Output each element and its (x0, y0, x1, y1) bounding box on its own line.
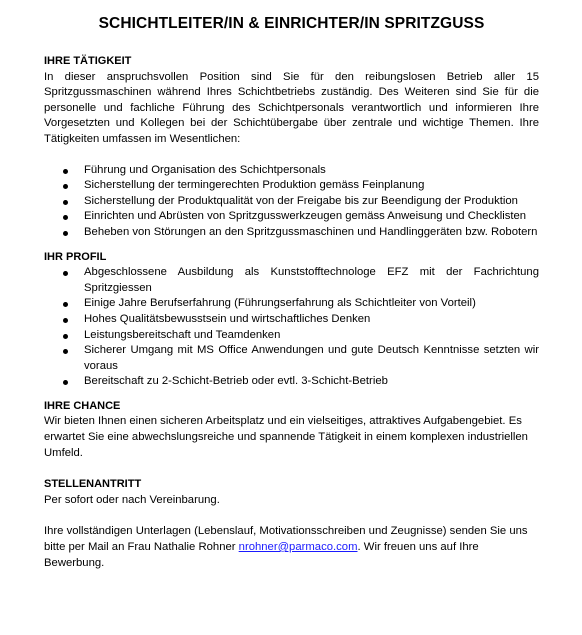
bullet-icon (63, 215, 68, 220)
page-title: SCHICHTLEITER/IN & EINRICHTER/IN SPRITZGUSS (98, 15, 485, 32)
list-item (44, 209, 539, 225)
list-item (44, 328, 539, 344)
list-item-text: Bereitschaft zu 2-Schicht-Betrieb oder evtl. 3-Schicht-Betrieb (84, 375, 388, 388)
section-stellenantritt (44, 477, 539, 508)
list-item-text: Abgeschlossene Ausbildung als Kunststofftechnologe EFZ mit der Fachrichtung Spritzgiessen (84, 266, 539, 294)
section-heading: IHR PROFIL (44, 250, 107, 263)
section-intro: In dieser anspruchsvollen Position sind Sie für den reibungslosen Betrieb aller 15 Spritzgussmaschinen während Ihres Schichtbetriebs zuständig. Des Weiteren sind Sie für die personelle und fachliche Führung des Schichtpersonals verantwortlich und informieren Ihre Vorgesetzten und Kollegen bei der Schichtübergabe über zentrale und wichtige Themen. Ihre Tätigkeiten umfassen im Wesentlichen: (44, 70, 539, 145)
section-bewerbung (44, 524, 539, 571)
bullet-icon (63, 200, 68, 205)
section-profil (44, 250, 539, 390)
list-item (44, 178, 539, 194)
bullet-icon (63, 169, 68, 174)
list-item (44, 296, 539, 312)
list-item (44, 225, 539, 241)
list-item-text: Führung und Organisation des Schichtpersonals (84, 163, 326, 176)
list-item (44, 312, 539, 328)
section-taetigkeit (44, 54, 539, 241)
list-item (44, 163, 539, 179)
section-heading: IHRE CHANCE (44, 399, 121, 412)
taetigkeit-list (44, 163, 539, 241)
section-heading: IHRE TÄTIGKEIT (44, 55, 132, 67)
bullet-icon (63, 231, 68, 236)
bullet-icon (63, 334, 68, 339)
section-text: Wir bieten Ihnen einen sicheren Arbeitsplatz und ein vielseitiges, attraktives Aufgabengebiet. Es erwartet Sie eine abwechslungsreiche und spannende Tätigkeit in einem komplexen industriellen Umfeld. (44, 415, 528, 459)
bullet-icon (63, 380, 68, 385)
list-item (44, 194, 539, 210)
list-item (44, 343, 539, 374)
list-item-text: Hohes Qualitätsbewusstsein und wirtschaftliches Denken (84, 312, 371, 325)
list-item-text: Beheben von Störungen an den Spritzgussmaschinen und Handlinggeräten bzw. Robotern (84, 225, 538, 238)
section-text: Per sofort oder nach Vereinbarung. (44, 493, 220, 506)
bullet-icon (63, 318, 68, 323)
bullet-icon (63, 184, 68, 189)
bewerbung-text-end: . Wir freuen uns auf Ihre Bewerbung. (44, 541, 479, 569)
profil-list (44, 265, 539, 390)
list-item-text: Leistungsbereitschaft und Teamdenken (84, 328, 281, 341)
bewerbung-text: Ihre vollständigen Unterlagen (Lebenslauf, Motivationsschreiben und Zeugnisse) senden Sie uns bitte per Mail an Frau Nathalie Rohner (44, 525, 528, 554)
section-chance (44, 399, 539, 461)
list-item-text: Sicherstellung der Produktqualität von der Freigabe bis zur Beendigung der Produktion (84, 194, 518, 207)
list-item-text: Sicherstellung der termingerechten Produktion gemäss Feinplanung (84, 179, 425, 192)
section-heading: STELLENANTRITT (44, 478, 142, 491)
list-item-text: Einrichten und Abrüsten von Spritzgusswerkzeugen gemäss Anweisung und Checklisten (84, 210, 527, 223)
bullet-icon (63, 271, 68, 276)
list-item-text: Sicherer Umgang mit MS Office Anwendungen und gute Deutsch Kenntnisse setzten wir voraus (84, 344, 539, 372)
email-link[interactable]: nrohner@parmaco.com (238, 541, 358, 554)
list-item (44, 374, 539, 390)
bullet-icon (63, 349, 68, 354)
bullet-icon (63, 302, 68, 307)
list-item-text: Einige Jahre Berufserfahrung (Führungserfahrung als Schichtleiter von Vorteil) (84, 297, 476, 310)
list-item (44, 265, 539, 296)
